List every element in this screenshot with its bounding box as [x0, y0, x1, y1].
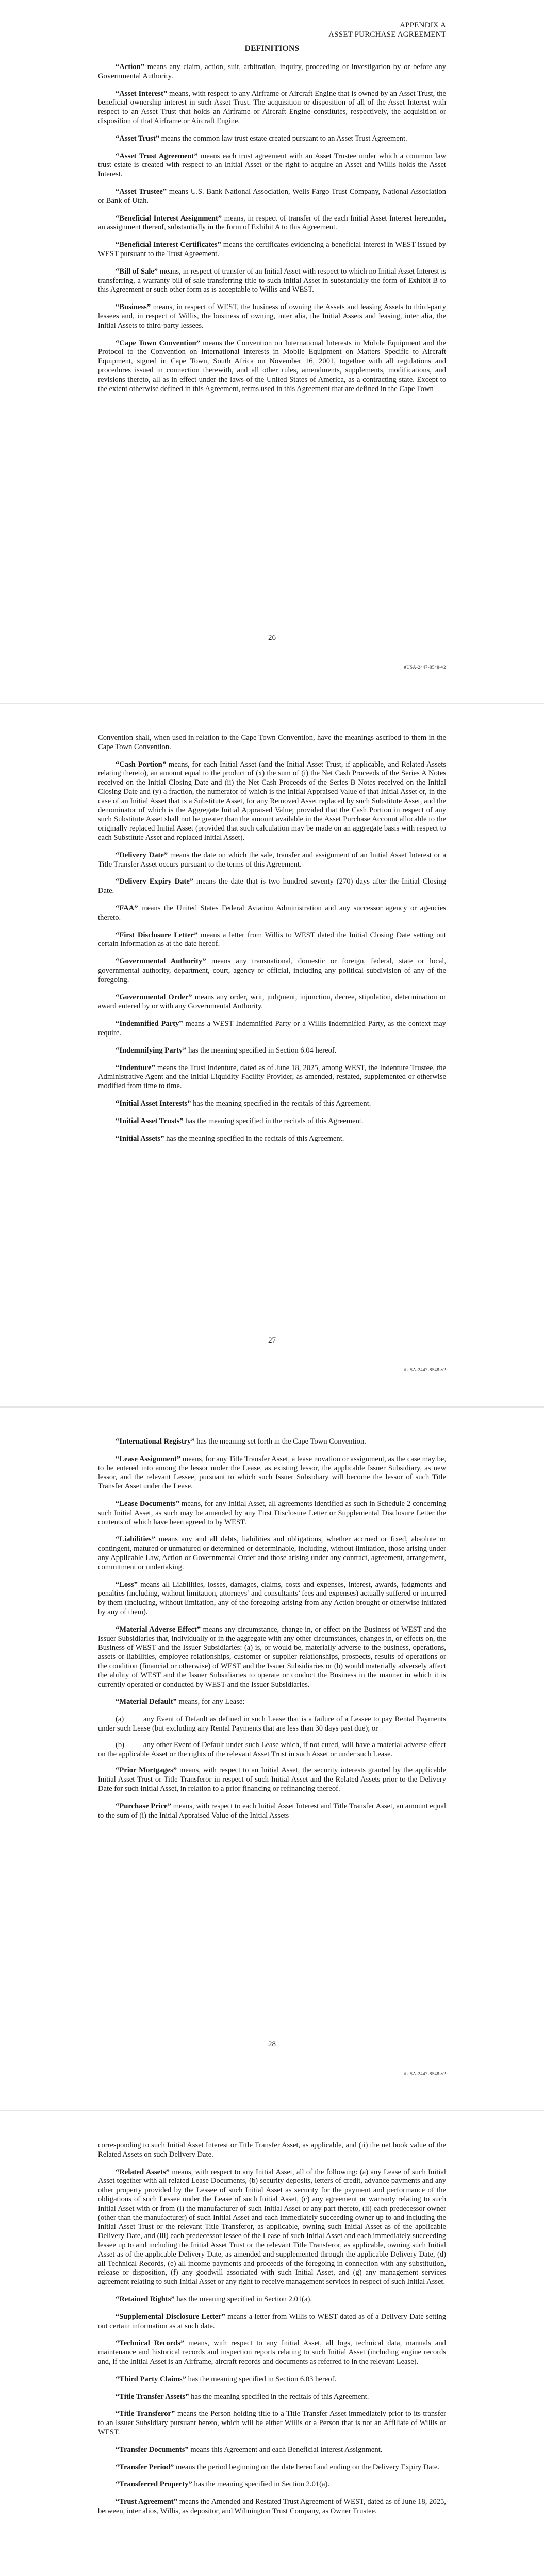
defined-term: “Related Assets” [116, 2167, 170, 2176]
defined-term: “Liabilities” [116, 1535, 156, 1544]
definition-paragraph [98, 241, 446, 259]
definition-paragraph [98, 2339, 446, 2366]
definition-paragraph [98, 1099, 446, 1109]
definition-text: means all Liabilities, losses, damages, claims, costs and expenses, interest, awards, judgments and penalties (including, without limitation, attorneys’ and consultants’ fees and expenses) actually suffered or incurred by them (including, without limitation, any of the foregoing arising from any Action brought or otherwise initiated by any of them). [98, 1580, 446, 1616]
appendix-label: APPENDIX A [400, 21, 446, 29]
definition-paragraph [98, 877, 446, 896]
definition-text: means each trust agreement with an Asset Trustee under which a common law trust estate is created with respect to an Initial Asset or the right to acquire an Asset and Willis holds the Asset Interest. [98, 151, 446, 179]
definition-paragraph [98, 2393, 446, 2402]
agreement-title: ASSET PURCHASE AGREEMENT [328, 30, 446, 39]
definition-paragraph [98, 931, 446, 950]
page-content [98, 734, 446, 1151]
defined-term: “Asset Trust Agreement” [116, 151, 198, 160]
defined-term: “Bill of Sale” [116, 267, 158, 276]
defined-term: “Indemnified Party” [116, 1020, 183, 1028]
page-number: 28 [268, 2040, 276, 2048]
definition-paragraph [98, 1766, 446, 1793]
definition-paragraph [98, 2463, 446, 2472]
definition-text: means a WEST Indemnified Party or a Willis Indemnified Party, as the context may require. [98, 1020, 446, 1037]
definitions-heading: DEFINITIONS [244, 44, 300, 53]
definition-text: means, with respect to an Initial Asset, the security interests granted by the applicable Initial Asset Trust or Title Transferor in respect of such Initial Asset and the Related Assets prior to the Delivery Date for such Initial Asset, in relation to a prior financing or refinancing thereof. [98, 1766, 447, 1793]
doc-footer-id: #USA-2447-8548-v2 [404, 1367, 446, 1372]
definition-text: has the meaning specified in Section 2.01(a). [192, 2480, 330, 2489]
definition-text: has the meaning set forth in the Cape Town Convention. [194, 1437, 366, 1446]
definition-paragraph [98, 90, 446, 126]
defined-term: “Business” [116, 303, 151, 312]
defined-term: “Transfer Period” [116, 2463, 174, 2471]
definition-text: means any and all debts, liabilities and obligations, whether accrued or fixed, absolute or contingent, matured or unmatured or determined or determinable, including, without limitation, those arising under any Applicable Law, Action or Governmental Order and those arising under any contract, agreement, arrangement, commitment or undertaking. [98, 1535, 446, 1571]
definition-paragraph [98, 1437, 446, 1447]
definition-text: corresponding to such Initial Asset Interest or Title Transfer Asset, as applicable, and (ii) the net book value of the Related Assets on such Delivery Date. [98, 2141, 446, 2159]
page-content [98, 2141, 446, 2524]
definition-paragraph [98, 2446, 446, 2455]
definition-paragraph [98, 1581, 446, 1617]
definition-paragraph [98, 2313, 446, 2331]
definition-text: has the meaning specified in Section 6.04 hereof. [186, 1046, 337, 1055]
page-content [98, 1437, 446, 1828]
definition-text: has the meaning specified in the recitals of this Agreement. [191, 1099, 371, 1108]
definition-text: means the Trust Indenture, dated as of June 18, 2025, among WEST, the Indenture Trustee, the Administrative Agent and the Initial Liquidity Facility Provider, as amended, restated, supplemented or otherwise modified from time to time. [98, 1063, 446, 1091]
defined-term: “Initial Assets” [116, 1134, 164, 1143]
definition-paragraph [98, 904, 446, 923]
defined-term: “Governmental Authority” [116, 957, 206, 966]
defined-term: “Retained Rights” [116, 2295, 175, 2303]
definition-paragraph [98, 2410, 446, 2437]
defined-term: “Lease Assignment” [116, 1454, 181, 1463]
defined-term: “Third Party Claims” [116, 2375, 187, 2383]
defined-term: “International Registry” [116, 1437, 195, 1446]
definition-text: means any claim, action, suit, arbitration, inquiry, proceeding or investigation by or before any Governmental Authority. [98, 63, 446, 80]
definition-text: means, in respect of transfer of the each Initial Asset Interest hereunder, an assignment thereof, substantially in the form of Exhibit A to this Agreement. [98, 214, 447, 232]
definition-paragraph [98, 2480, 446, 2489]
defined-term: “Trust Agreement” [116, 2498, 177, 2506]
definition-text: means the United States Federal Aviation Administration and any successor agency or agencies thereto. [98, 904, 446, 922]
definition-text: Convention shall, when used in relation to the Cape Town Convention, have the meanings ascribed to them in the Cape Town Convention. [98, 734, 446, 751]
definition-text: means the Person holding title to a Title Transfer Asset immediately prior to its transfer to an Issuer Subsidiary pursuant hereto, which will be either Willis or a Person that is not an Affiliate of Willis or WEST. [98, 2410, 446, 2436]
definition-text: means, with respect to any Initial Asset, all of the following: (a) any Lease of such Initial Asset together with all related Lease Documents, (b) security deposits, letters of credit, advance payments and any other property provided by the Lessee of such Initial Asset as security for the payment and performance of the obligations of such Lessee under the Lease of such Initial Asset, (c) any agreement or warranty relating to such Initial Asset with or from (i) the manufacturer of such Initial Asset or any part thereto, (ii) each predecessor owner (other than the manufacturer) of such Initial Asset and each immediately succeeding owner up to and including the Initial Asset Trust or the relevant Title Transferor, as applicable, owning such Initial Asset as of the applicable Delivery Date, and (iii) each predecessor lessee of the Lease of such Initial Asset and each immediately succeeding lessee up to and including the Initial Asset Trust or the relevant Title Transferor, as applicable, owning such Initial Asset as of the applicable Delivery Date, as amended and supplemented through the applicable Delivery Date, (d) all Technical Records, (e) all income payments and proceeds of the foregoing in connection with any substitution, release or disposition, (f) any goodwill associated with such Initial Asset, and (g) any management services agreement relating to such Initial Asset or any right to receive management services in respect of such Initial Asset. [98, 2167, 446, 2286]
definition-paragraph [98, 1625, 446, 1690]
definition-text: means the Convention on International Interests in Mobile Equipment and the Protocol to the Convention on International Interests in Mobile Equipment on Matters Specific to Aircraft Equipment, signed in Cape Town, South Africa on November 16, 2001, together with all regulations and procedures issued in connection therewith, and all other rules, amendments, supplements, modifications, and revisions thereto, all as in effect under the laws of the United States of America, as a contracting state. Except to the extent otherwise defined in this Agreement, terms used in this Agreement that are defined in the Cape Town [98, 338, 446, 393]
doc-footer-id: #USA-2447-8548-v2 [404, 2071, 446, 2076]
definition-text: means U.S. Bank National Association, Wells Fargo Trust Company, National Association or Bank of Utah. [98, 187, 446, 205]
definition-paragraph [98, 267, 446, 295]
definition-text: means the date that is two hundred seventy (270) days after the Initial Closing Date. [98, 877, 447, 895]
definition-text: has the meaning specified in Section 2.01(a). [174, 2295, 312, 2303]
definition-text: means any order, writ, judgment, injunction, decree, stipulation, determination or award entered by or with any Governmental Authority. [98, 993, 447, 1011]
definition-paragraph [98, 1117, 446, 1126]
definition-paragraph [98, 760, 446, 843]
definition-text: has the meaning specified in the recitals of this Agreement. [183, 1116, 364, 1125]
definition-text: means, for any Lease: [176, 1698, 245, 1706]
definition-text: means, for each Initial Asset (and the Initial Asset Trust, if applicable, and Related Assets relating thereto), an amount equal to the product of (x) the sum of (i) the Net Cash Proceeds of the Series A Notes received on the Initial Closing Date and (ii) the Net Cash Proceeds of the Series B Notes received on the Initial Closing Date and (y) a fraction, the numerator of which is the Initial Appraised Value of that Initial Asset or, in the case of an Initial Asset that is a Substitute Asset, for any Removed Asset replaced by such Substitute Asset, and the denominator of which is the Aggregate Initial Appraised Value; provided that the Cash Portion in respect of any such Substitute Asset shall not be greater than the amount available in the Asset Purchase Account allocable to the originally replaced Initial Asset (provided that such calculation may be made on an aggregate basis with respect to each Substitute Asset and replaced Initial Asset). [98, 760, 446, 842]
defined-term: “Technical Records” [116, 2339, 185, 2348]
definition-paragraph [98, 1064, 446, 1091]
definition-text: means a letter from Willis to WEST dated the Initial Closing Date setting out certain information as at the date hereof. [98, 930, 446, 948]
defined-term: “First Disclosure Letter” [116, 930, 198, 939]
definition-text: means the period beginning on the date hereof and ending on the Delivery Expiry Date. [174, 2463, 440, 2471]
defined-term: “Lease Documents” [116, 1499, 179, 1508]
defined-term: “Beneficial Interest Assignment” [116, 214, 222, 223]
definition-paragraph [98, 214, 446, 233]
defined-term: “Governmental Order” [116, 993, 192, 1002]
defined-term: “Initial Asset Trusts” [116, 1116, 184, 1125]
sub-clause-text: any other Event of Default under such Lease which, if not cured, will have a material adverse effect on the applicable Asset or the rights of the relevant Asset Trust in such Asset or under such Lease. [98, 1740, 446, 1758]
defined-term: “Asset Interest” [116, 89, 168, 98]
defined-term: “Transferred Property” [116, 2480, 192, 2489]
document-page-26 [0, 0, 544, 703]
definition-paragraph [98, 1020, 446, 1038]
defined-term: “Loss” [116, 1580, 138, 1589]
definition-paragraph [98, 1134, 446, 1144]
defined-term: “Asset Trustee” [116, 187, 167, 196]
defined-term: “Cash Portion” [116, 760, 167, 769]
definition-paragraph [98, 851, 446, 870]
defined-term: “Prior Mortgages” [116, 1766, 177, 1775]
definition-text: means the common law trust estate created pursuant to an Asset Trust Agreement. [159, 134, 407, 143]
sub-clause-text: any Event of Default as defined in such Lease that is a failure of a Lessee to pay Rental Payments under such Lease (but excluding any Rental Payments that are less than 30 days past due); or [98, 1715, 446, 1733]
sub-clause [98, 1741, 446, 1759]
defined-term: “Title Transfer Assets” [116, 2392, 189, 2401]
sub-clause-label: (a) [116, 1715, 124, 1724]
definition-text: means the certificates evidencing a beneficial interest in WEST issued by WEST pursuant to the Trust Agreement. [98, 241, 446, 258]
defined-term: “Cape Town Convention” [116, 338, 200, 347]
definition-paragraph [98, 957, 446, 985]
defined-term: “Delivery Expiry Date” [116, 877, 194, 886]
defined-term: “Indenture” [116, 1063, 155, 1072]
defined-term: “Delivery Date” [116, 851, 168, 859]
defined-term: “FAA” [116, 904, 138, 912]
page-number: 26 [268, 634, 276, 642]
definition-paragraph [98, 1500, 446, 1527]
page-number: 27 [268, 1336, 276, 1345]
defined-term: “Indemnifying Party” [116, 1046, 187, 1055]
defined-term: “Asset Trust” [116, 134, 159, 143]
definition-paragraph [98, 1802, 446, 1821]
definition-text: means this Agreement and each Beneficial Interest Assignment. [188, 2445, 383, 2454]
defined-term: “Initial Asset Interests” [116, 1099, 191, 1108]
definition-text: means, for any Initial Asset, all agreements identified as such in Schedule 2 concerning such Initial Asset, as such may be amended by any First Disclosure Letter or Supplemental Disclosure Letter the contents of which have been agreed to by WEST. [98, 1499, 446, 1527]
definition-text: means, with respect to each Initial Asset Interest and Title Transfer Asset, an amount equal to the sum of (i) the Initial Appraised Value of the Initial Assets [98, 1802, 446, 1820]
defined-term: “Title Transferor” [116, 2410, 175, 2418]
definition-text: means the date on which the sale, transfer and assignment of an Initial Asset Interest or a Title Transfer Asset occurs pursuant to the terms of this Agreement. [98, 851, 447, 869]
definition-paragraph [98, 63, 446, 81]
definition-paragraph [98, 1046, 446, 1056]
definition-paragraph [98, 2168, 446, 2287]
definition-paragraph [98, 339, 446, 394]
definition-paragraph [98, 734, 446, 752]
definition-paragraph [98, 2498, 446, 2516]
defined-term: “Action” [116, 63, 144, 71]
definition-text: means any transnational, domestic or foreign, federal, state or local, governmental authority, department, court, agency or official, including any political subdivision of any of the foregoing. [98, 957, 446, 984]
definition-paragraph [98, 1535, 446, 1572]
definition-text: means, for any Title Transfer Asset, a lease novation or assignment, as the case may be, to be entered into among the lessor under the Lease, as existing lessor, the applicable Issuer Subsidiary, as new lessor, and the relevant Lessee, pursuant to which such Issuer Subsidiary will become the lessor of such Title Transfer Asset under the Lease. [98, 1454, 446, 1491]
definition-paragraph [98, 2295, 446, 2304]
page-content [98, 21, 446, 402]
definition-paragraph [98, 303, 446, 330]
defined-term: “Beneficial Interest Certificates” [116, 241, 221, 249]
definition-paragraph [98, 993, 446, 1012]
definition-paragraph [98, 1455, 446, 1492]
definition-paragraph [98, 2375, 446, 2384]
definition-text: has the meaning specified in Section 6.03 hereof. [186, 2375, 337, 2383]
definition-paragraph [98, 134, 446, 144]
defined-term: “Material Adverse Effect” [116, 1625, 201, 1634]
definition-text: means, with respect to any Airframe or Aircraft Engine that is owned by an Asset Trust, the beneficial ownership interest in such Asset Trust. The acquisition or disposition of all of the Asset Interest with respect to an Asset Trust that holds an Airframe or Aircraft Engine constitutes, respectively, the acquisition or disposition of that Airframe or Aircraft Engine. [98, 89, 447, 125]
sub-clause [98, 1715, 446, 1734]
definition-text: means a letter from Willis to WEST dated as of a Delivery Date setting out certain information as at such date. [98, 2312, 447, 2330]
definition-paragraph [98, 152, 446, 179]
definition-paragraph [98, 2141, 446, 2160]
definition-text: means any circumstance, change in, or effect on the Business of WEST and the Issuer Subsidiaries that, individually or in the aggregate with any other circumstances, changes in, or effects on, the Business of WEST and the Issuer Subsidiaries: (a) is, or would be, materially adverse to the business, operations, assets or liabilities, employee relationships, customer or supplier relationships, prospects, results of operations or the condition (financial or otherwise) of WEST and the Issuer Subsidiaries or (b) would materially adversely affect the ability of WEST and the Issuer Subsidiaries to operate or conduct the Business in the manner in which it is currently operated or conducted by WEST and the Issuer Subsidiaries. [98, 1625, 446, 1689]
definition-text: means the Amended and Restated Trust Agreement of WEST, dated as of June 18, 2025, between, inter alios, Willis, as depositor, and Wilmington Trust Company, as Owner Trustee. [98, 2498, 446, 2515]
definition-paragraph [98, 1698, 446, 1707]
definition-text: means, with respect to any Initial Asset, all logs, technical data, manuals and maintenance and historical records and inspection reports relating to such Initial Asset (including engine records and, if the Initial Asset is an Airframe, aircraft records and documents as referred to in the relevant Lease). [98, 2339, 446, 2366]
definition-text: means, in respect of WEST, the business of owning the Assets and leasing Assets to third-party lessees and, in respect of Willis, the business of owning, inter alia, the Initial Assets and leasing, inter alia, the Initial Assets to third-party lessees. [98, 303, 446, 330]
definition-text: has the meaning specified in the recitals of this Agreement. [164, 1134, 344, 1143]
document-page-29 [0, 2111, 544, 2576]
defined-term: “Material Default” [116, 1698, 177, 1706]
sub-clause-label: (b) [116, 1740, 125, 1749]
definition-paragraph [98, 188, 446, 206]
document-page-28 [0, 1408, 544, 2111]
doc-footer-id: #USA-2447-8548-v2 [404, 665, 446, 670]
defined-term: “Purchase Price” [116, 1802, 171, 1810]
definition-text: means, in respect of transfer of an Initial Asset with respect to which no Initial Asset Interest is transferring, a warranty bill of sale transferring title to such Initial Asset in substantially the form of Exhibit B to this Agreement or such other form as is acceptable to Willis and WEST. [98, 267, 446, 294]
defined-term: “Transfer Documents” [116, 2445, 189, 2454]
definition-text: has the meaning specified in the recitals of this Agreement. [189, 2392, 369, 2401]
defined-term: “Supplemental Disclosure Letter” [116, 2312, 225, 2321]
document-page-27 [0, 704, 544, 1407]
